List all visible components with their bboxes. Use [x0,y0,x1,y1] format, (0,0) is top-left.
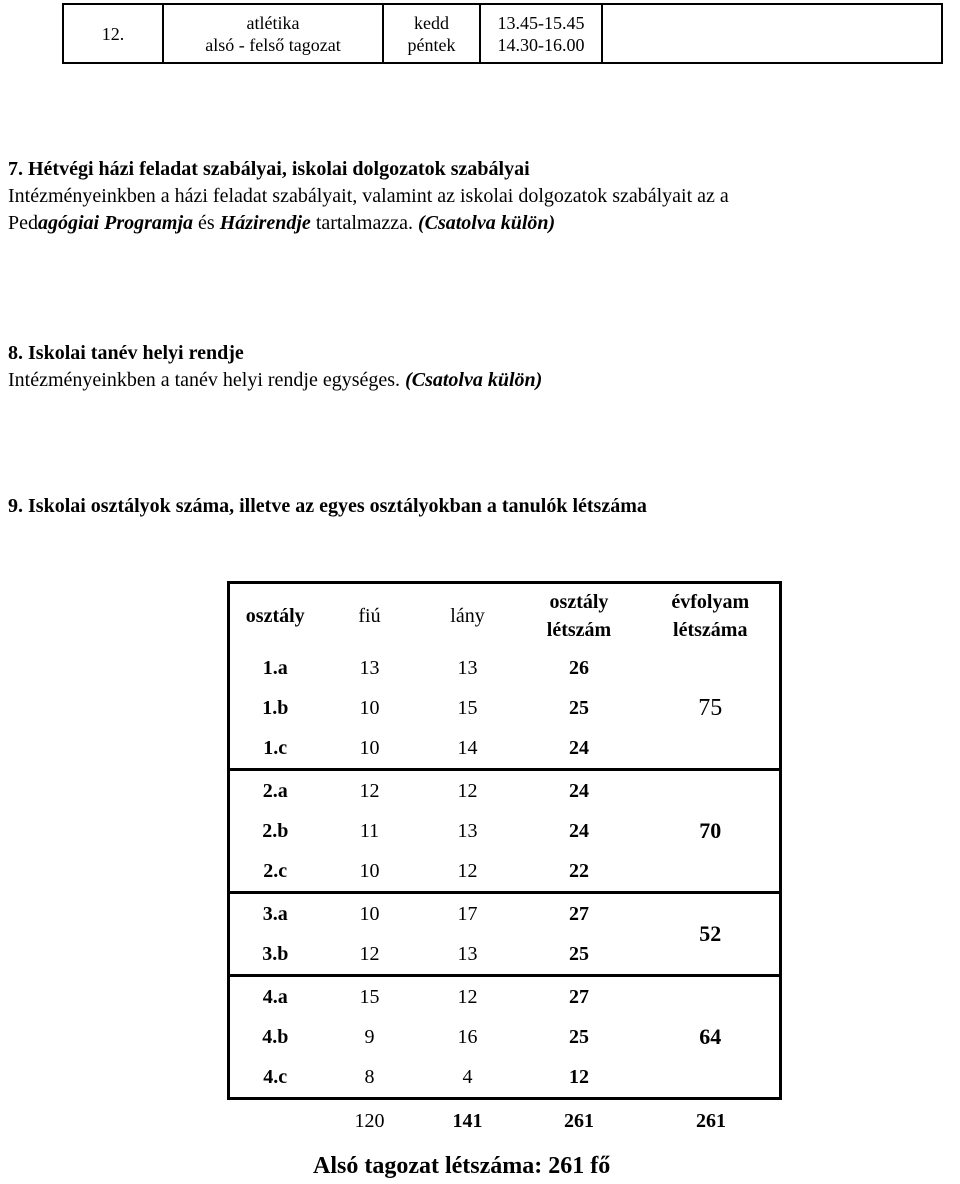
grade-total-cell: 52 [642,893,781,976]
girls-cell: 16 [457,1025,478,1048]
total-cell: 12 [569,1065,589,1088]
boys-cell: 13 [359,656,380,679]
total-cell: 24 [517,728,642,770]
activity-number: 12. [63,4,163,63]
activity-time-2: 14.30-16.00 [497,34,585,55]
activity-day-1: kedd [414,12,449,33]
total-cell: 27 [569,985,589,1008]
boys-cell: 10 [359,902,380,925]
total-cell: 25 [517,934,642,976]
total-cell: 25 [569,696,589,719]
header-grade-total-2: létszáma [673,619,748,641]
header-boys: fiú [321,583,419,649]
section-8-line [8,367,954,394]
totals-row [229,1099,781,1143]
section-7-program-name: agógiai Programja [38,212,194,234]
totals-class: 261 [517,1099,642,1143]
table-row [229,893,781,935]
class-cell: 3.b [229,934,321,976]
activity-name-main: atlétika [246,12,300,33]
class-cell: 1.c [229,728,321,770]
total-cell: 22 [517,851,642,893]
class-cell: 2.c [229,851,321,893]
totals-girls: 141 [419,1099,517,1143]
class-cell: 1.a [229,648,321,688]
activity-table [62,3,943,64]
header-grade-total [642,583,781,649]
header-class-total-1: osztály [549,591,609,613]
girls-cell: 12 [457,779,478,802]
section-8 [8,340,954,394]
boys-cell: 11 [359,819,380,842]
section-7-line-1: Intézményeinkben a házi feladat szabályait, valamint az iskolai dolgozatok szabályait az a [8,185,729,207]
total-cell: 27 [569,902,589,925]
section-7-line-2 [8,210,954,237]
header-class-total [517,583,642,649]
total-cell: 26 [569,656,589,679]
section-7-hazirend: Házirendje [219,212,311,234]
girls-cell: 12 [457,985,478,1008]
girls-cell: 15 [457,696,478,719]
section-8-text: Intézményeinkben a tanév helyi rendje egységes. [8,369,406,391]
girls-cell: 13 [457,656,478,679]
boys-cell: 8 [364,1065,375,1088]
header-grade-total-1: évfolyam [671,591,750,613]
class-cell: 4.a [229,976,321,1018]
boys-cell: 9 [364,1025,375,1048]
section-7-text-c: tartalmazza. [310,212,418,234]
class-table-header [229,583,781,649]
girls-cell: 13 [457,819,478,842]
total-cell: 25 [569,1025,589,1048]
grade-total-cell: 70 [642,770,781,893]
activity-name-sub: alsó - felső tagozat [205,34,341,55]
boys-cell: 10 [321,728,419,770]
table-row [229,648,781,688]
activity-time-1: 13.45-15.45 [497,12,585,33]
section-7-text-a: Ped [8,212,38,234]
header-class-total-2: létszám [546,619,612,641]
boys-cell: 12 [359,779,380,802]
total-cell: 24 [569,779,589,802]
boys-cell: 15 [359,985,380,1008]
section-7-title: 7. Hétvégi házi feladat szabályai, iskolai dolgozatok szabályai [8,158,530,180]
girls-cell: 17 [457,902,478,925]
header-class: osztály [229,583,321,649]
totals-boys: 120 [321,1099,419,1143]
class-cell: 3.a [229,893,321,935]
class-table-wrapper [227,581,779,1142]
section-7 [8,156,954,237]
girls-cell: 4 [462,1065,473,1088]
boys-cell: 10 [321,851,419,893]
activity-name [163,4,383,63]
section-7-attached-note: (Csatolva külön) [417,212,556,234]
boys-cell: 10 [359,696,380,719]
grade-total-cell: 75 [642,648,781,770]
section-7-text-b: és [193,212,220,234]
activity-times [480,4,602,63]
class-cell: 4.b [229,1017,321,1057]
activity-day-2: péntek [407,34,456,55]
class-cell: 2.b [229,811,321,851]
footer-total-note: Alsó tagozat létszáma: 261 fő [313,1153,611,1179]
class-cell: 4.c [229,1057,321,1099]
header-girls: lány [419,583,517,649]
totals-grand: 261 [642,1099,781,1143]
class-cell: 2.a [229,770,321,812]
section-9 [8,493,954,520]
total-cell: 24 [569,819,589,842]
girls-cell: 13 [419,934,517,976]
grade-total-cell: 64 [642,976,781,1099]
activity-row [63,4,942,63]
table-row [229,770,781,812]
boys-cell: 12 [321,934,419,976]
girls-cell: 12 [419,851,517,893]
section-8-title: 8. Iskolai tanév helyi rendje [8,342,244,364]
activity-extra-cell [602,4,942,63]
class-table [227,581,782,1142]
table-row [229,976,781,1018]
section-8-attached-note: (Csatolva külön) [405,369,543,391]
activity-days [383,4,480,63]
class-cell: 1.b [229,688,321,728]
girls-cell: 14 [419,728,517,770]
section-9-title: 9. Iskolai osztályok száma, illetve az egyes osztályokban a tanulók létszáma [8,495,647,517]
totals-blank-cell [229,1099,321,1143]
